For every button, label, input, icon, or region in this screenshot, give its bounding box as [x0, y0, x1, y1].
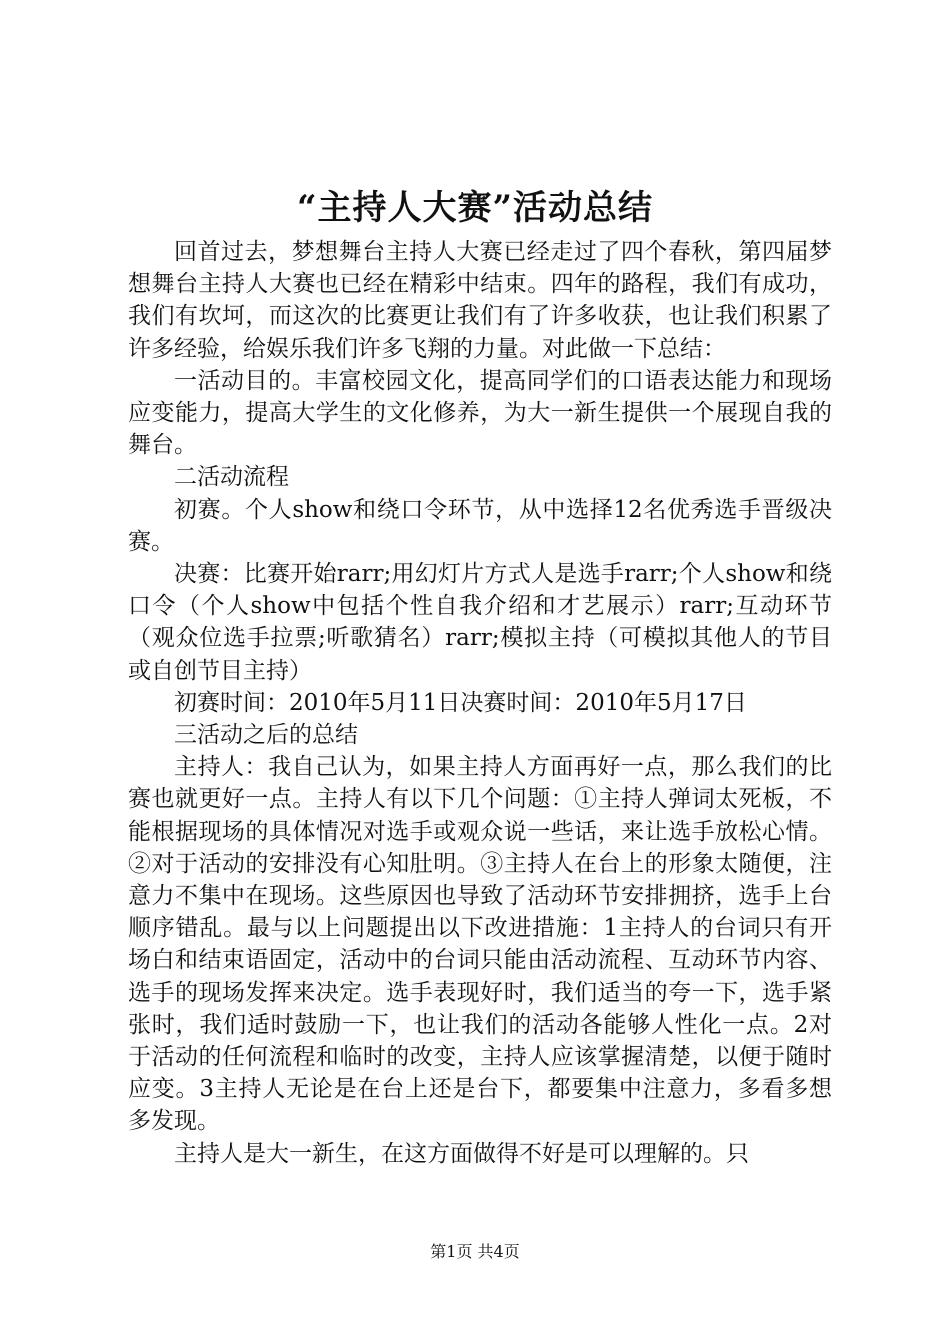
paragraph-process-heading: 二活动流程: [174, 464, 289, 491]
paragraph-summary-heading: 三活动之后的总结: [174, 722, 358, 749]
paragraph-intro: 回首过去，梦想舞台主持人大赛已经走过了四个春秋，第四届梦想舞台主持人大赛也已经在精彩中结束。四年的路程，我们有成功，我们有坎坷，而这次的比赛更让我们有了许多收获，也让我们积累了许多经验，给娱乐我们许多飞翔的力量。对此做一下总结：: [128, 239, 832, 362]
page-footer: 第1页 共4页: [430, 1242, 520, 1261]
document-body: [128, 236, 832, 1170]
paragraph-schedule: 初赛时间：2010年5月11日决赛时间：2010年5月17日: [174, 689, 747, 716]
paragraph-final: 决赛：比赛开始rarr;用幻灯片方式人是选手rarr;个人show和绕口令（个人show中包括个性自我介绍和才艺展示）rarr;互动环节（观众位选手拉票;听歌猜名）rarr;模拟主持（可模拟其他人的节目或自创节目主持）: [128, 561, 832, 684]
paragraph-purpose: 一活动目的。丰富校园文化，提高同学们的口语表达能力和现场应变能力，提高大学生的文化修养，为大一新生提供一个展现自我的舞台。: [128, 367, 832, 459]
paragraph-host-review: 主持人：我自己认为，如果主持人方面再好一点，那么我们的比赛也就更好一点。主持人有以下几个问题：①主持人弹词太死板，不能根据现场的具体情况对选手或观众说一些话，来让选手放松心情。②对于活动的安排没有心知肚明。③主持人在台上的形象太随便，注意力不集中在现场。这些原因也导致了活动环节安排拥挤，选手上台顺序错乱。最与以上问题提出以下改进措施：1主持人的台词只有开场白和结束语固定，活动中的台词只能由活动流程、互动环节内容、选手的现场发挥来决定。选手表现好时，我们适当的夸一下，选手紧张时，我们适时鼓励一下，也让我们的活动各能够人性化一点。2对于活动的任何流程和临时的改变，主持人应该掌握清楚，以便于随时应变。3主持人无论是在台上还是台下，都要集中注意力，多看多想多发现。: [128, 754, 832, 1135]
paragraph-preliminary: 初赛。个人show和绕口令环节，从中选择12名优秀选手晋级决赛。: [128, 496, 832, 555]
paragraph-host-note: 主持人是大一新生，在这方面做得不好是可以理解的。只: [174, 1140, 749, 1167]
document-title: “主持人大赛”活动总结: [296, 188, 654, 228]
